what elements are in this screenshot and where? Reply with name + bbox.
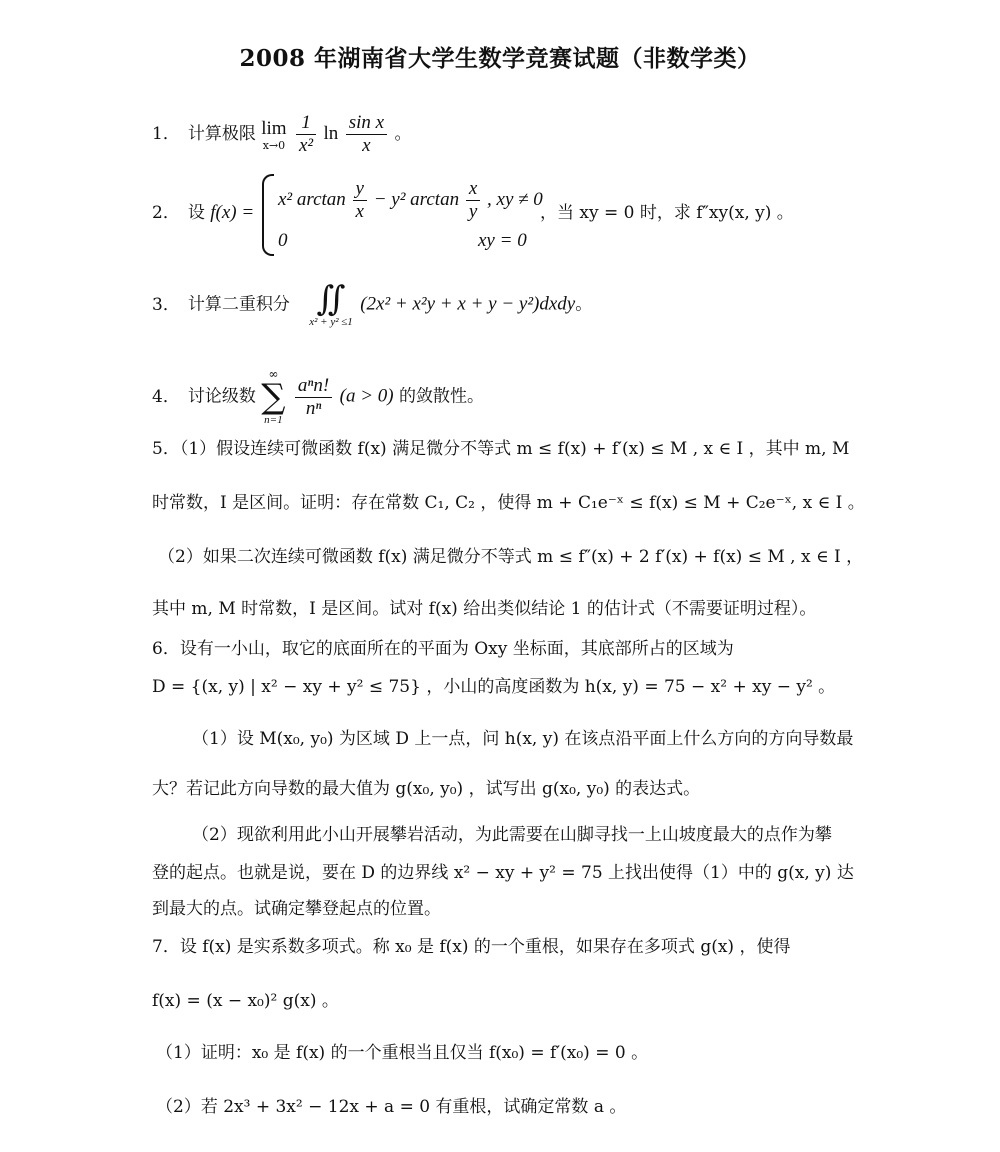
piecewise-case-2-value: 0 (278, 230, 288, 251)
problem-1-text: 计算极限 (187, 124, 256, 144)
problem-3 (152, 279, 593, 328)
problem-6-line-2: D = {(x, y) | x² − xy + y² ≤ 75} ，小山的高度函数为 h(x, y) = 75 − x² + xy − y² 。 (152, 677, 836, 697)
problem-6-line-6: 登的起点。也就是说，要在 D 的边界线 x² − xy + y² = 75 上找出使得（1）中的 g(x, y) 达 (152, 863, 854, 883)
problem-1 (152, 112, 411, 157)
summation-sign (261, 368, 285, 426)
problem-5-line-1: 5．（1）假设连续可微函数 f(x) 满足微分不等式 m ≤ f(x) + f′(x) ≤ M , x ∈ I ，其中 m, M (152, 439, 850, 459)
sum-upper-limit: ∞ (268, 367, 279, 381)
problem-3-text: 计算二重积分 (187, 294, 290, 315)
integral-domain: x² + y² ≤1 (309, 316, 353, 328)
fraction-y-over-x (353, 178, 367, 223)
case-1-term-b: − y² arctan (373, 188, 460, 210)
exam-title: 2008 年湖南省大学生数学竞赛试题（非数学类） (239, 45, 761, 72)
fraction-denominator: x (362, 135, 371, 156)
problem-6-line-4: 大？若记此方向导数的最大值为 g(x₀, y₀) ，试写出 g(x₀, y₀) 的表达式。 (152, 779, 701, 799)
problem-4 (152, 368, 484, 426)
problem-2-question: ，当 xy = 0 时，求 f″xy(x, y) 。 (540, 203, 794, 223)
fraction-denominator: x (355, 201, 364, 222)
fraction-numerator: aⁿn! (295, 375, 332, 398)
piecewise-case-2-condition: xy = 0 (478, 230, 527, 251)
fraction-denominator: y (468, 201, 478, 222)
function-def: f(x) = (210, 202, 255, 223)
fraction-sinx-over-x (346, 112, 387, 157)
case-1-condition: , xy ≠ 0 (487, 188, 543, 210)
problem-5-line-2: 时常数，I 是区间。证明：存在常数 C₁, C₂ ，使得 m + C₁e⁻ˣ ≤ f(x) ≤ M + C₂e⁻ˣ, x ∈ I 。 (152, 493, 865, 513)
case-1-term-a: x² arctan (278, 188, 346, 210)
problem-2-number: 2． (152, 203, 180, 223)
sum-lower-limit: n=1 (264, 414, 283, 426)
problem-7-line-1: 7．设 f(x) 是实系数多项式。称 x₀ 是 f(x) 的一个重根，如果存在多项式 g(x) ，使得 (152, 937, 791, 957)
fraction-numerator: 1 (296, 112, 316, 135)
double-integral-sign (309, 279, 353, 328)
problem-4-number: 4． (152, 386, 180, 407)
series-condition: (a > 0) (339, 385, 394, 407)
piecewise-case-1 (278, 178, 543, 223)
problem-6-line-3: （1）设 M(x₀, y₀) 为区域 D 上一点，问 h(x, y) 在该点沿平面上什么方向的方向导数最 (192, 729, 854, 749)
series-term-fraction (295, 375, 332, 420)
sum-symbol: ∑ (261, 377, 286, 417)
problem-6-line-1: 6．设有一小山，取它的底面所在的平面为 Oxy 坐标面，其底部所占的区域为 (152, 639, 734, 659)
problem-3-number: 3． (152, 294, 180, 315)
fraction-numerator: x (466, 178, 480, 201)
problem-6-line-7: 到最大的点。试确定攀登起点的位置。 (152, 899, 441, 919)
integral-symbol: ∬ (316, 279, 346, 319)
problem-6-line-5: （2）现欲利用此小山开展攀岩活动，为此需要在山脚寻找一上山坡度最大的点作为攀 (192, 825, 832, 845)
lim-label: lim (261, 117, 287, 139)
piecewise-brace (262, 174, 274, 256)
problem-7-line-4: （2）若 2x³ + 3x² − 12x + a = 0 有重根，试确定常数 a 。 (156, 1097, 627, 1117)
fraction-denominator: x² (298, 135, 314, 156)
problem-4-end: 的敛散性。 (399, 386, 485, 407)
fraction-x-over-y (466, 178, 480, 223)
fraction-numerator: sin x (346, 112, 387, 135)
lim-subscript: x→0 (262, 138, 286, 152)
problem-7-line-3: （1）证明：x₀ 是 f(x) 的一个重根当且仅当 f(x₀) = f′(x₀) = 0 。 (156, 1043, 649, 1063)
problem-5-line-4: 其中 m, M 时常数，I 是区间。试对 f(x) 给出类似结论 1 的估计式（不需要证明过程）。 (152, 599, 817, 619)
limit-operator (261, 118, 286, 152)
ln-label: ln (323, 123, 339, 144)
problem-2-lead-text: 设 (187, 203, 205, 223)
problem-2-lead (152, 200, 254, 226)
fraction-numerator: y (353, 178, 367, 201)
fraction-one-over-x2 (296, 112, 316, 157)
problem-1-number: 1． (152, 124, 180, 144)
problem-7-line-2: f(x) = (x − x₀)² g(x) 。 (152, 991, 339, 1011)
fraction-denominator: nⁿ (305, 397, 322, 419)
problem-4-text: 讨论级数 (187, 386, 256, 407)
problem-1-end: 。 (394, 124, 412, 144)
problem-5-line-3: （2）如果二次连续可微函数 f(x) 满足微分不等式 m ≤ f″(x) + 2 f′(x) + f(x) ≤ M , x ∈ I ， (158, 547, 864, 567)
problem-3-end: 。 (575, 294, 593, 315)
integrand: (2x² + x²y + x + y − y²)dxdy (360, 293, 576, 315)
